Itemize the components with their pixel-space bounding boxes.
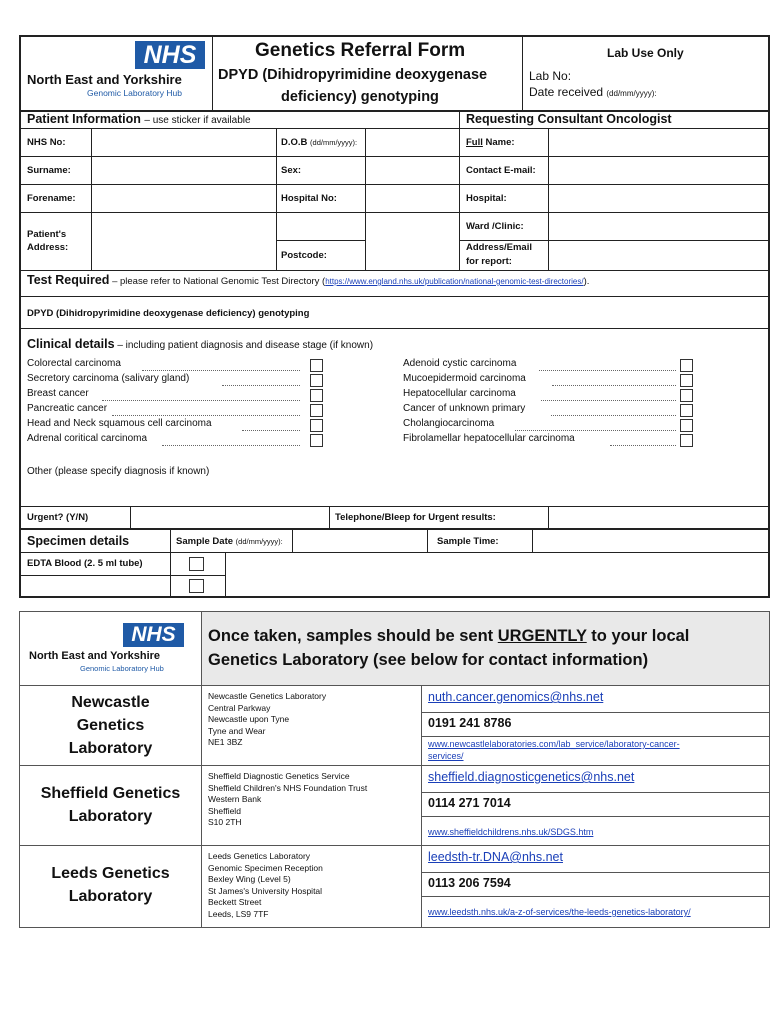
lab-website-link[interactable]: www.newcastlelaboratories.com/lab_service/laboratory-cancer- bbox=[428, 739, 680, 749]
report-address-label-1: Address/Email bbox=[466, 242, 532, 253]
form-subtitle-line2: deficiency) genotyping bbox=[281, 89, 439, 105]
surname-label: Surname: bbox=[27, 165, 71, 176]
notice-part1: Once taken, samples should be sent bbox=[208, 627, 498, 645]
condition-leader bbox=[112, 414, 300, 416]
lab-address-line: Genomic Specimen Reception bbox=[208, 862, 323, 873]
lab-no-label: Lab No: bbox=[529, 69, 572, 83]
full-text: Full bbox=[466, 137, 483, 148]
condition-leader bbox=[515, 429, 676, 431]
condition-leader bbox=[551, 414, 676, 416]
forename-label: Forename: bbox=[27, 193, 76, 204]
lab-name-line: Genetics bbox=[76, 716, 145, 734]
condition-checkbox[interactable] bbox=[680, 389, 693, 402]
lab-address-line: Sheffield Diagnostic Genetics Service bbox=[208, 771, 350, 781]
condition-leader bbox=[552, 384, 676, 386]
condition-label: Mucoepidermoid carcinoma bbox=[403, 373, 526, 384]
lab-email-link[interactable]: leedsth-tr.DNA@nhs.net bbox=[428, 850, 563, 864]
lab-address-line: Newcastle upon Tyne bbox=[208, 714, 290, 724]
urgent-label: Urgent? (Y/N) bbox=[27, 512, 89, 523]
condition-label: Adenoid cystic carcinoma bbox=[403, 358, 517, 369]
lab-address-line: S10 2TH bbox=[208, 817, 242, 827]
condition-label: Hepatocellular carcinoma bbox=[403, 388, 516, 399]
postcode-field[interactable] bbox=[366, 241, 459, 270]
full-name-label bbox=[466, 137, 515, 148]
lab-divider bbox=[422, 872, 770, 873]
condition-label: Fibrolamellar hepatocellular carcinoma bbox=[403, 433, 575, 444]
nhs-no-label: NHS No: bbox=[27, 137, 66, 148]
form-title: Genetics Referral Form bbox=[255, 40, 466, 61]
condition-label: Secretory carcinoma (salivary gland) bbox=[27, 373, 190, 384]
lab-name-line: Laboratory bbox=[68, 888, 153, 905]
lab-name-line: Laboratory bbox=[68, 739, 153, 757]
contact-email-label: Contact E-mail: bbox=[466, 165, 536, 176]
lab-email-link[interactable]: nuth.cancer.genomics@nhs.net bbox=[428, 690, 604, 704]
condition-leader bbox=[610, 444, 676, 446]
address-field[interactable] bbox=[92, 213, 276, 270]
sample-date-field[interactable] bbox=[293, 530, 427, 552]
condition-leader bbox=[162, 444, 300, 446]
lab-name-line: Laboratory bbox=[68, 808, 153, 825]
sex-field[interactable] bbox=[366, 157, 459, 184]
lab-phone: 0113 206 7594 bbox=[428, 876, 511, 890]
condition-label: Pancreatic cancer bbox=[27, 403, 108, 414]
condition-checkbox[interactable] bbox=[310, 419, 323, 432]
condition-checkbox[interactable] bbox=[680, 374, 693, 387]
condition-label: Head and Neck squamous cell carcinoma bbox=[27, 418, 212, 429]
clinical-note: – including patient diagnosis and disease stage (if known) bbox=[117, 340, 374, 351]
date-received-label bbox=[529, 85, 657, 99]
lab-name-line: Newcastle bbox=[71, 693, 150, 711]
telephone-label: Telephone/Bleep for Urgent results: bbox=[335, 512, 496, 523]
lab-address-line: Leeds, LS9 7TF bbox=[208, 908, 269, 919]
condition-checkbox[interactable] bbox=[680, 419, 693, 432]
condition-leader bbox=[142, 369, 300, 371]
telephone-field[interactable] bbox=[549, 507, 768, 528]
lab-divider bbox=[422, 712, 770, 713]
lab-address-line: St James's University Hospital bbox=[208, 885, 323, 896]
date-received-text: Date received bbox=[529, 85, 604, 99]
sample-time-label: Sample Time: bbox=[437, 536, 499, 547]
notice-line2: Genetics Laboratory (see below for contact information) bbox=[208, 651, 649, 669]
test-required-close: ). bbox=[583, 276, 590, 287]
clinical-title: Clinical details bbox=[27, 337, 115, 351]
lab-address-line: Leeds Genetics Laboratory bbox=[208, 851, 311, 861]
lab-address-line: NE1 3BZ bbox=[208, 737, 243, 747]
dob-field[interactable] bbox=[366, 129, 459, 156]
hospital-field[interactable] bbox=[549, 185, 768, 212]
lab-address-line: Bexley Wing (Level 5) bbox=[208, 874, 291, 884]
other-diagnosis-label: Other (please specify diagnosis if known) bbox=[27, 466, 210, 477]
lab-divider bbox=[422, 816, 770, 817]
report-address-label-2: for report: bbox=[466, 256, 512, 267]
lab-name-line: Sheffield Genetics bbox=[40, 785, 181, 802]
lab-use-title: Lab Use Only bbox=[607, 46, 684, 60]
condition-checkbox[interactable] bbox=[680, 404, 693, 417]
lab-address-line: Sheffield bbox=[208, 805, 241, 816]
ward-field[interactable] bbox=[549, 213, 768, 240]
address-label-1: Patient's bbox=[27, 229, 67, 240]
date-received-format: (dd/mm/yyyy): bbox=[606, 89, 657, 98]
lab-phone: 0114 271 7014 bbox=[428, 796, 511, 810]
lab-divider bbox=[422, 896, 770, 897]
surname-field[interactable] bbox=[92, 157, 276, 184]
dob-label bbox=[281, 137, 357, 148]
lab-name-line: Leeds Genetics bbox=[51, 865, 170, 882]
lab-address-line: Central Parkway bbox=[208, 702, 271, 713]
sample-date-format: (dd/mm/yyyy): bbox=[235, 537, 283, 546]
lab-website-link[interactable]: www.leedsth.nhs.uk/a-z-of-services/the-leeds-genetics-laboratory/ bbox=[428, 907, 691, 917]
condition-leader bbox=[541, 399, 676, 401]
contacts-org-name: North East and Yorkshire bbox=[29, 650, 161, 662]
sample-date-text: Sample Date bbox=[176, 536, 234, 547]
condition-leader bbox=[242, 429, 300, 431]
lab-divider bbox=[422, 792, 770, 793]
condition-checkbox[interactable] bbox=[680, 434, 693, 447]
patient-info-note: – use sticker if available bbox=[144, 115, 251, 126]
condition-leader bbox=[539, 369, 676, 371]
condition-label: Cholangiocarcinoma bbox=[403, 418, 495, 429]
contact-email-field[interactable] bbox=[549, 157, 768, 184]
address-label-2: Address: bbox=[27, 242, 69, 253]
consultant-heading: Requesting Consultant Oncologist bbox=[466, 112, 672, 126]
edta-label: EDTA Blood (2. 5 ml tube) bbox=[27, 558, 143, 569]
condition-leader bbox=[222, 384, 300, 386]
report-address-field[interactable] bbox=[549, 241, 768, 270]
condition-checkbox[interactable] bbox=[310, 434, 323, 447]
condition-checkbox[interactable] bbox=[310, 359, 323, 372]
full-name-field[interactable] bbox=[549, 129, 768, 156]
notice-line1 bbox=[208, 627, 689, 646]
test-name: DPYD (Dihidropyrimidine deoxygenase deficiency) genotyping bbox=[27, 308, 310, 319]
lab-address-line: Newcastle Genetics Laboratory bbox=[208, 691, 327, 701]
lab-divider bbox=[422, 736, 770, 737]
condition-checkbox[interactable] bbox=[310, 374, 323, 387]
sex-label: Sex: bbox=[281, 165, 302, 176]
name-text: Name: bbox=[485, 137, 515, 148]
test-required-title: Test Required bbox=[27, 273, 110, 287]
postcode-label: Postcode: bbox=[281, 250, 327, 261]
specimen-heading: Specimen details bbox=[27, 534, 130, 548]
lab-address-line: Beckett Street bbox=[208, 897, 262, 907]
condition-label: Colorectal carcinoma bbox=[27, 358, 121, 369]
condition-checkbox[interactable] bbox=[310, 389, 323, 402]
hospital-no-field[interactable] bbox=[366, 185, 459, 212]
lab-website-link[interactable]: services/ bbox=[428, 751, 464, 761]
nhs-logo: NHS bbox=[135, 41, 205, 69]
condition-label: Breast cancer bbox=[27, 388, 89, 399]
sample-time-field[interactable] bbox=[533, 530, 768, 552]
condition-checkbox[interactable] bbox=[310, 404, 323, 417]
test-required-heading bbox=[27, 273, 589, 287]
org-name: North East and Yorkshire bbox=[27, 72, 182, 87]
dob-text: D.O.B bbox=[281, 137, 308, 148]
condition-label: Cancer of unknown primary bbox=[403, 403, 526, 414]
lab-address-line: Western Bank bbox=[208, 794, 262, 804]
sample-date-label bbox=[176, 536, 283, 547]
notice-part2: to your local bbox=[586, 627, 690, 645]
hospital-no-label: Hospital No: bbox=[281, 193, 337, 204]
patient-info-title: Patient Information bbox=[27, 112, 141, 126]
edta-checkbox[interactable] bbox=[189, 557, 204, 571]
ward-label: Ward /Clinic: bbox=[466, 221, 524, 232]
test-directory-link[interactable]: https://www.england.nhs.uk/publication/national-genomic-test-directories/ bbox=[325, 277, 584, 286]
contacts-org-subtitle: Genomic Laboratory Hub bbox=[80, 664, 164, 673]
notice-urgent: URGENTLY bbox=[497, 627, 587, 645]
hospital-label: Hospital: bbox=[466, 193, 507, 204]
lab-address-line: Tyne and Wear bbox=[208, 725, 266, 736]
condition-leader bbox=[102, 399, 300, 401]
forename-field[interactable] bbox=[92, 185, 276, 212]
patient-info-heading bbox=[27, 112, 251, 126]
lab-phone: 0191 241 8786 bbox=[428, 716, 512, 730]
form-subtitle-line1: DPYD (Dihidropyrimidine deoxygenase bbox=[218, 67, 488, 83]
lab-address-line: Sheffield Children's NHS Foundation Trust bbox=[208, 782, 368, 793]
test-required-note: – please refer to National Genomic Test Directory ( bbox=[112, 276, 326, 287]
lab-email-link[interactable]: sheffield.diagnosticgenetics@nhs.net bbox=[428, 770, 635, 784]
urgent-field[interactable] bbox=[131, 507, 329, 528]
condition-label: Adrenal coritical carcinoma bbox=[27, 433, 148, 444]
notice-banner bbox=[202, 612, 769, 685]
condition-checkbox[interactable] bbox=[680, 359, 693, 372]
lab-website-link[interactable]: www.sheffieldchildrens.nhs.uk/SDGS.htm bbox=[428, 827, 594, 837]
edta-checkbox-2[interactable] bbox=[189, 579, 204, 593]
nhs-logo-contacts: NHS bbox=[123, 623, 184, 647]
nhs-no-field[interactable] bbox=[92, 129, 276, 156]
clinical-heading bbox=[27, 337, 373, 351]
dob-format: (dd/mm/yyyy): bbox=[310, 138, 358, 147]
org-subtitle: Genomic Laboratory Hub bbox=[87, 88, 182, 98]
